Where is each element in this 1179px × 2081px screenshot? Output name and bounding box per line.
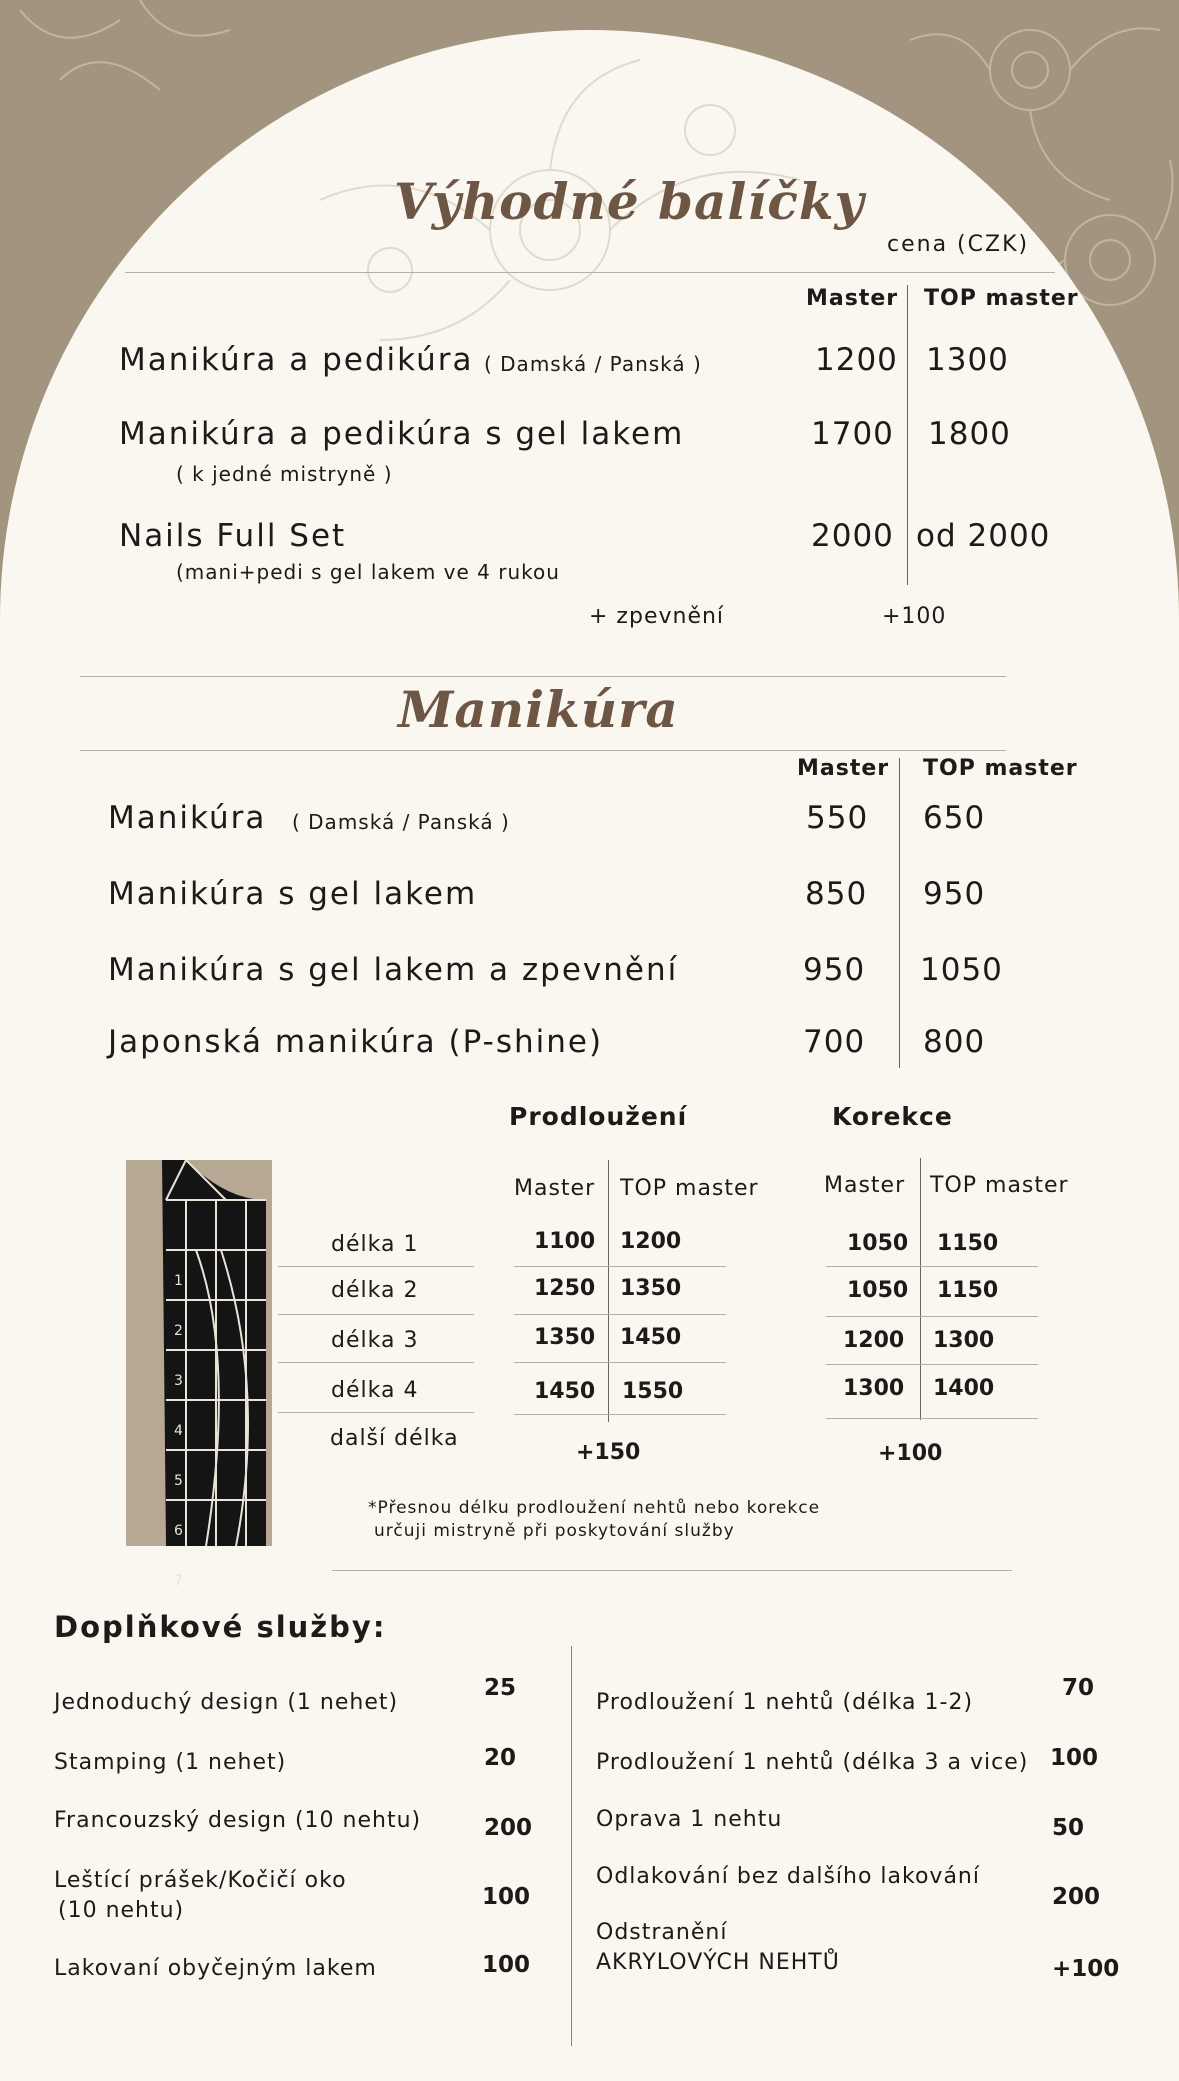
manicure-name: Manikúra s gel lakem a zpevnění: [108, 952, 679, 988]
length-label: délka 4: [331, 1378, 419, 1403]
extension-row-divider: [514, 1266, 726, 1267]
correction-price-top: 1150: [937, 1278, 999, 1303]
addon-price: 20: [484, 1745, 517, 1771]
manicure-price-master: 700: [803, 1024, 866, 1060]
package-sub: (mani+pedi s gel lakem ve 4 rukou: [176, 560, 560, 584]
extension-row-divider: [514, 1314, 726, 1315]
currency-label: cena (CZK): [887, 232, 1030, 257]
manicure-price-master: 550: [806, 800, 869, 836]
addon-name-line2: (10 nehtu): [58, 1898, 185, 1923]
package-name: Manikúra a pedikúra s gel lakem: [119, 416, 685, 452]
addon-price: 50: [1052, 1815, 1085, 1841]
package-price-master: 1200: [815, 342, 898, 378]
addon-name: Prodloužení 1 nehtů (délka 3 a vice): [596, 1750, 1029, 1775]
manicure-col-top: TOP master: [923, 756, 1078, 781]
addon-price: 25: [484, 1675, 517, 1701]
manicure-price-top: 1050: [920, 952, 1003, 988]
addon-name: Francouzský design (10 nehtu): [54, 1808, 422, 1833]
addon-price: 100: [482, 1884, 531, 1910]
addon-name: Jednoduchý design (1 nehet): [54, 1690, 399, 1715]
addon-name: Lakovaní obyčejným lakem: [54, 1956, 377, 1981]
addon-price: 100: [482, 1952, 531, 1978]
length-row-divider: [278, 1314, 474, 1315]
length-label: délka 1: [331, 1232, 419, 1257]
extension-title: Prodloužení: [509, 1102, 688, 1131]
addon-name-line2: AKRYLOVÝCH NEHTŮ: [596, 1950, 840, 1975]
addon-name: Odstranění: [596, 1920, 728, 1945]
manicure-price-top: 650: [923, 800, 986, 836]
addon-name: Stamping (1 nehet): [54, 1750, 287, 1775]
packages-divider: [125, 272, 1055, 273]
manicure-price-top: 800: [923, 1024, 986, 1060]
correction-price-top: 1300: [933, 1328, 995, 1353]
manicure-col-master: Master: [797, 756, 890, 781]
length-label: délka 3: [331, 1328, 419, 1353]
correction-row-divider: [826, 1266, 1038, 1267]
gauge-numbers: 1 2 3 4 5 6 7: [174, 1273, 183, 1589]
next-length-label: další délka: [330, 1426, 459, 1451]
manicure-divider-bottom: [80, 750, 1006, 751]
correction-row-divider: [826, 1418, 1038, 1419]
extension-note-line1: *Přesnou délku prodloužení nehtů nebo korekce: [368, 1498, 821, 1518]
addon-price: 200: [484, 1815, 533, 1841]
correction-next-price: +100: [878, 1441, 943, 1466]
manicure-name: Manikúra: [108, 800, 267, 836]
correction-price-master: 1200: [843, 1328, 905, 1353]
correction-column-separator: [920, 1158, 921, 1420]
correction-price-top: 1400: [933, 1376, 995, 1401]
packages-title: Výhodné balíčky: [394, 172, 865, 231]
length-row-divider: [278, 1362, 474, 1363]
extension-row-divider: [514, 1362, 726, 1363]
package-price-top: 1300: [926, 342, 1009, 378]
extension-price-top: 1550: [622, 1379, 684, 1404]
addon-name: Prodloužení 1 nehtů (délka 1-2): [596, 1690, 974, 1715]
correction-price-master: 1300: [843, 1376, 905, 1401]
addon-price: +100: [1052, 1956, 1120, 1982]
extension-price-master: 1350: [534, 1325, 596, 1350]
manicure-name: Manikúra s gel lakem: [108, 876, 478, 912]
addon-name: Odlakování bez dalšího lakování: [596, 1864, 980, 1889]
addons-column-separator: [571, 1646, 572, 2046]
manicure-price-master: 950: [803, 952, 866, 988]
package-price-top: 1800: [928, 416, 1011, 452]
packages-col-master: Master: [806, 286, 899, 311]
length-row-divider: [278, 1266, 474, 1267]
correction-price-top: 1150: [937, 1231, 999, 1256]
addon-price: 70: [1062, 1675, 1095, 1701]
extension-price-top: 1200: [620, 1229, 682, 1254]
manicure-price-top: 950: [923, 876, 986, 912]
package-sub: ( k jedné mistryně ): [176, 462, 393, 486]
correction-title: Korekce: [832, 1102, 953, 1131]
extension-col-master: Master: [514, 1176, 596, 1201]
manicure-name: Japonská manikúra (P-shine): [108, 1024, 604, 1060]
packages-column-separator: [907, 285, 908, 585]
addons-title: Doplňkové služby:: [54, 1610, 387, 1644]
extension-price-master: 1100: [534, 1229, 596, 1254]
extension-price-top: 1350: [620, 1276, 682, 1301]
length-label: délka 2: [331, 1278, 419, 1303]
package-price-top: od 2000: [916, 518, 1051, 554]
extension-divider-bottom: [332, 1570, 1012, 1571]
extension-price-top: 1450: [620, 1325, 682, 1350]
package-name: Nails Full Set: [119, 518, 347, 554]
addon-price: 200: [1052, 1884, 1101, 1910]
package-name: Manikúra a pedikúra: [119, 342, 474, 378]
extension-note-line2: určuji mistryně při poskytování služby: [374, 1521, 735, 1541]
correction-col-master: Master: [824, 1173, 906, 1198]
correction-price-master: 1050: [847, 1231, 909, 1256]
extension-price-master: 1450: [534, 1379, 596, 1404]
floral-decoration-top-left: [0, 0, 300, 120]
correction-row-divider: [826, 1364, 1038, 1365]
correction-row-divider: [826, 1316, 1038, 1317]
manicure-column-separator: [899, 758, 900, 1068]
length-row-divider: [278, 1412, 474, 1413]
addon-name: Oprava 1 nehtu: [596, 1807, 783, 1832]
packages-col-top: TOP master: [924, 286, 1079, 311]
addon-price: 100: [1050, 1745, 1099, 1771]
extension-price-master: 1250: [534, 1276, 596, 1301]
nail-length-gauge-image: [126, 1160, 272, 1589]
manicure-price-master: 850: [805, 876, 868, 912]
extension-row-divider: [514, 1414, 726, 1415]
manicure-title: Manikúra: [398, 680, 679, 739]
manicure-note: ( Damská / Panská ): [292, 810, 510, 834]
correction-price-master: 1050: [847, 1278, 909, 1303]
nail-form-icon: [126, 1160, 272, 1546]
package-note: ( Damská / Panská ): [484, 352, 702, 376]
extension-next-price: +150: [576, 1440, 641, 1465]
correction-col-top: TOP master: [930, 1173, 1069, 1198]
addon-name: Leštící prášek/Kočičí oko: [54, 1868, 347, 1893]
extension-column-separator: [608, 1160, 609, 1422]
manicure-divider-top: [80, 676, 1006, 677]
extension-col-top: TOP master: [620, 1176, 759, 1201]
package-price-master: 1700: [811, 416, 894, 452]
package-extra-price: +100: [882, 604, 947, 629]
package-price-master: 2000: [811, 518, 894, 554]
package-extra-label: + zpevnění: [589, 604, 725, 629]
